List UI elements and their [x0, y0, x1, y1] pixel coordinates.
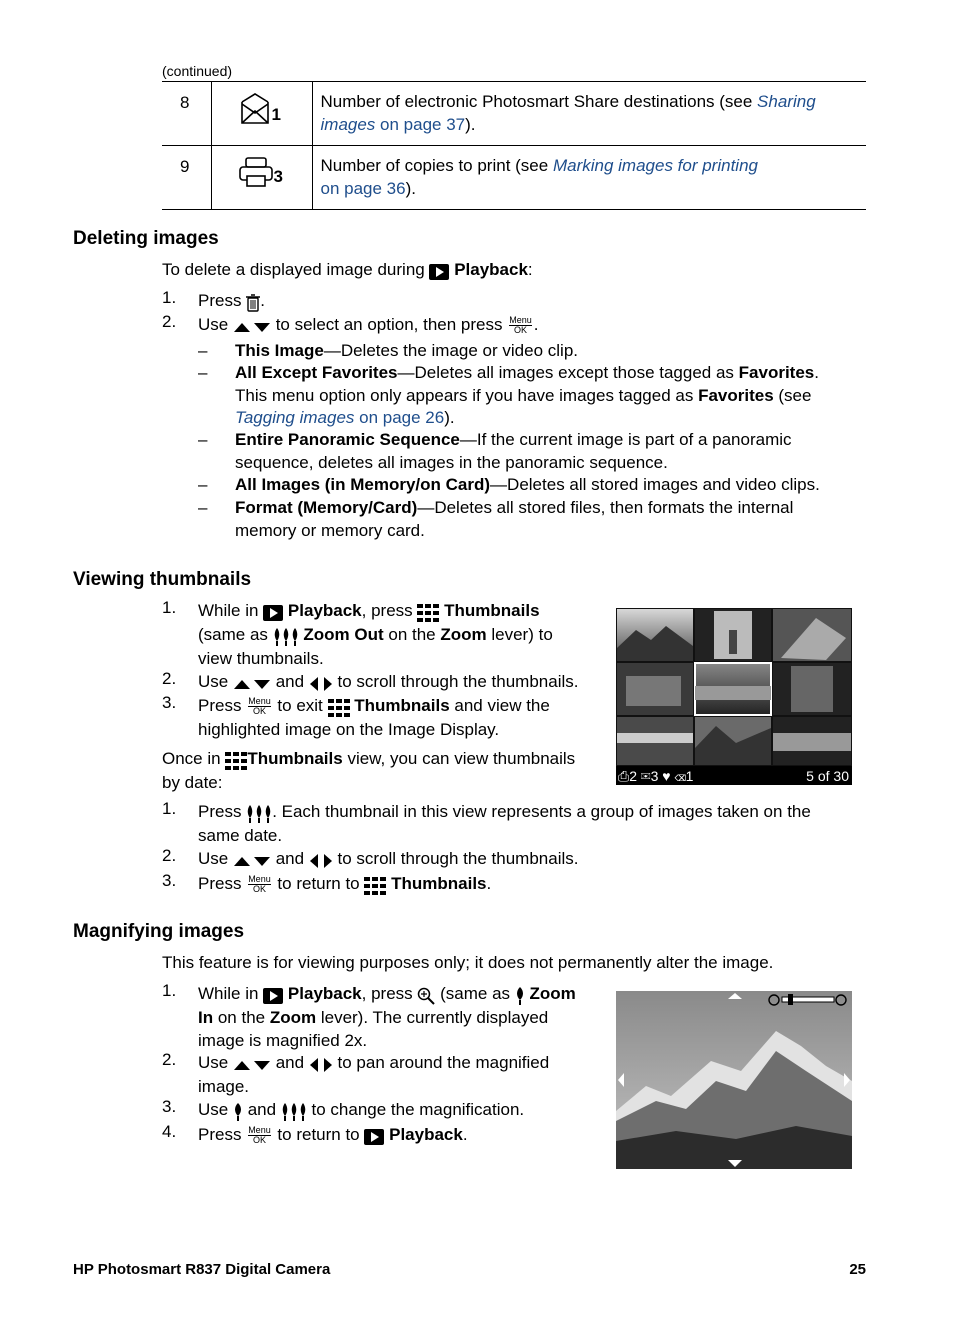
share-count: 1: [271, 105, 281, 124]
table-row: [162, 146, 866, 210]
thumbnails-screen-image: [616, 608, 852, 785]
playback-icon: [364, 1124, 384, 1147]
up-down-arrows-icon: [233, 848, 271, 871]
row-description: Number of copies to print (see Marking images for printing on page 36).: [312, 146, 866, 210]
marking-images-link[interactable]: Marking images for printing on page 36: [320, 156, 758, 198]
up-down-arrows-icon: [233, 314, 271, 337]
playback-icon: [429, 259, 449, 282]
printer-icon: ⎙: [618, 768, 630, 784]
menu-ok-icon: Menu OK: [248, 696, 271, 717]
thumbnails-icon: [225, 748, 247, 771]
zoom-out-icon: [281, 1099, 307, 1122]
deleting-intro: To delete a displayed image during Playback:: [162, 258, 862, 282]
zoom-in-icon: [515, 983, 525, 1006]
icon-cell: [211, 82, 312, 146]
left-right-arrows-icon: [309, 848, 333, 871]
heart-icon: ♥: [662, 768, 671, 784]
page-number: 25: [849, 1261, 866, 1278]
left-right-arrows-icon: [309, 671, 333, 694]
menu-ok-icon: Menu OK: [248, 874, 271, 895]
table-row: [162, 82, 866, 146]
playback-icon: [263, 600, 283, 623]
magnify-icon: [417, 983, 435, 1006]
menu-ok-icon: Menu OK: [509, 315, 532, 336]
thumbnails-icon: [364, 873, 386, 896]
share-envelope-icon: ✉: [640, 768, 651, 784]
thumbnail-position: 5 of 30: [806, 768, 849, 784]
thumbnails-by-date-intro: Once in Thumbnails view, you can view thumbnails by date:: [162, 749, 576, 793]
up-down-arrows-icon: [233, 1052, 271, 1075]
row-number: 8: [162, 82, 211, 146]
row-description: Number of electronic Photosmart Share destinations (see Sharing images on page 37).: [312, 82, 866, 146]
icon-cell: [211, 146, 312, 210]
section-heading-deleting: Deleting images: [73, 228, 219, 249]
status-icons-table: [162, 81, 866, 210]
left-right-arrows-icon: [309, 1052, 333, 1075]
zoom-in-icon: [233, 1099, 243, 1122]
print-count: 3: [273, 167, 283, 186]
footer-title: HP Photosmart R837 Digital Camera: [73, 1261, 331, 1278]
playback-icon: [263, 983, 283, 1006]
thumbnails-icon: [328, 695, 350, 718]
tagging-images-link[interactable]: Tagging images on page 26: [235, 408, 445, 427]
thumbnails-icon: [417, 600, 439, 623]
continued-label: (continued): [162, 63, 233, 79]
thumbnail-status-bar: ⎙2 ✉3 ♥ ⌫1: [618, 768, 694, 784]
tag-icon: ⌫: [674, 768, 686, 784]
magnified-screen-image: [616, 991, 852, 1169]
magnify-intro: This feature is for viewing purposes only; it does not permanently alter the image.: [162, 953, 774, 972]
zoom-out-icon: [273, 624, 299, 647]
section-heading-magnifying: Magnifying images: [73, 921, 245, 942]
row-number: 9: [162, 146, 211, 210]
menu-ok-icon: Menu OK: [248, 1125, 271, 1146]
trash-icon: [246, 290, 260, 313]
up-down-arrows-icon: [233, 671, 271, 694]
zoom-out-icon: [246, 801, 272, 824]
section-heading-thumbnails: Viewing thumbnails: [73, 569, 252, 590]
printer-icon: [238, 156, 274, 188]
share-envelope-icon: [238, 92, 272, 126]
sharing-images-link[interactable]: Sharing images on page 37: [320, 92, 816, 134]
